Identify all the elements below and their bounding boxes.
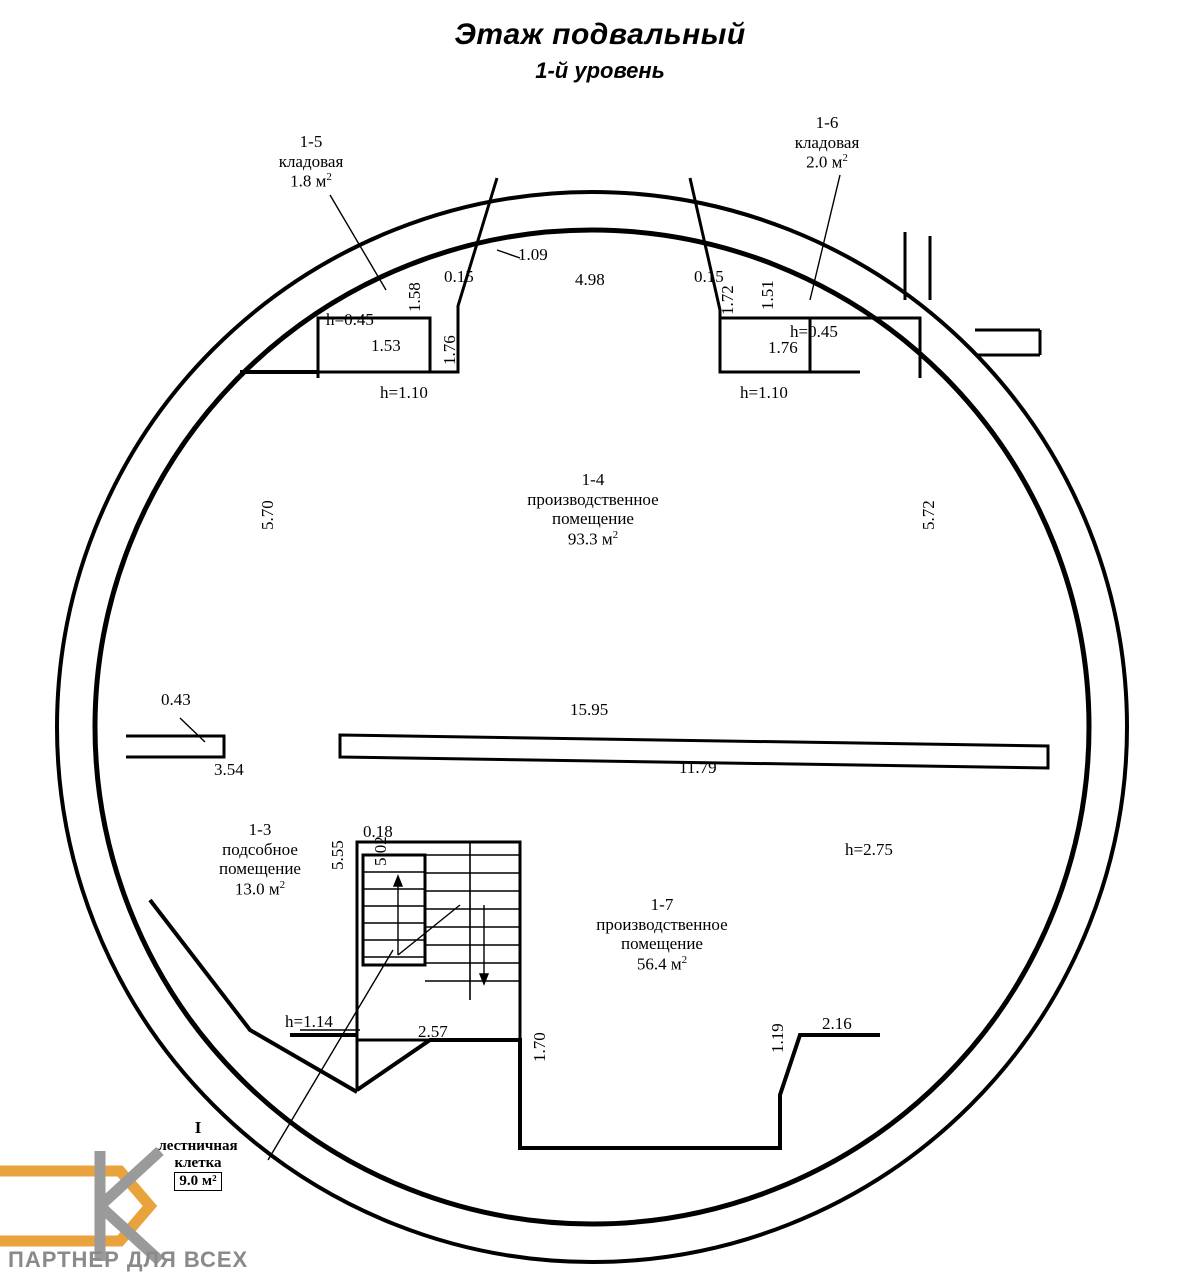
room-label-1-3 [190, 820, 330, 899]
room-area-1-3: 13.0 $м^2$ [234, 878, 286, 899]
leader-1-6 [810, 175, 840, 300]
room-label-1-4 [493, 470, 693, 549]
leader-stair [268, 950, 393, 1160]
room-code-1-4: 1-4 [581, 470, 605, 489]
page-title: Этаж подвальный [454, 18, 746, 51]
inner-wall-circle [95, 230, 1089, 1224]
room-label-1-5 [246, 132, 376, 191]
dim-1-70: 1.70 [530, 1032, 549, 1062]
dim-h-0-45-right: h=0.45 [790, 322, 838, 341]
outer-wall-circle [57, 192, 1127, 1262]
dim-0-18: 0.18 [363, 822, 393, 841]
room-name2-1-7: помещение [621, 934, 703, 954]
dim-5-55: 5.55 [328, 840, 347, 870]
dim-0-43: 0.43 [161, 690, 191, 709]
stair-name-line1: лестничная [158, 1137, 238, 1154]
dim-1-53: 1.53 [371, 336, 401, 355]
dim-5-70: 5.70 [258, 500, 277, 530]
dim-4-98: 4.98 [575, 270, 605, 289]
dim-3-54: 3.54 [214, 760, 244, 779]
stair-arrow-up-head [394, 876, 402, 886]
dim-h-2-75: h=2.75 [845, 840, 893, 859]
watermark-text: ПАРТНЕР ДЛЯ ВСЕХ [8, 1247, 249, 1272]
room-area-1-4: 93.3 $м^2$ [567, 528, 619, 549]
leader-0-43 [180, 718, 205, 742]
dim-1-19: 1.19 [768, 1023, 787, 1053]
dim-5-72: 5.72 [919, 500, 938, 530]
right-notch-1 [905, 232, 930, 300]
room-name-1-6: кладовая [794, 132, 860, 152]
dim-1-58: 1.58 [405, 282, 424, 312]
dim-h-0-45-left: h=0.45 [326, 310, 374, 329]
dim-5-02: 5.02 [371, 836, 390, 866]
leader-1-5 [330, 195, 386, 290]
dim-1-09: 1.09 [518, 245, 548, 264]
dim-1-72: 1.72 [718, 285, 737, 315]
dim-1-76-right: 1.76 [768, 338, 798, 357]
dim-h-1-14: h=1.14 [285, 1012, 333, 1031]
room-name-1-7: производственное [596, 914, 728, 934]
room-area-1-6: 2.0 $м^2$ [806, 152, 848, 172]
stair-area: 9.0 м² [118, 1172, 278, 1191]
stair-numeral: I [194, 1118, 202, 1137]
room-name-1-5: кладовая [278, 151, 344, 171]
room-area-1-5: 1.8 $м^2$ [290, 171, 332, 191]
room-label-1-6 [762, 113, 892, 172]
stair-name-line2: клетка [174, 1154, 222, 1171]
room-code-1-6: 1-6 [815, 113, 839, 132]
page-subtitle: 1-й уровень [535, 58, 665, 83]
leader-1-09 [497, 250, 520, 258]
room-name-1-3: подсобное [222, 839, 298, 859]
dim-1-76-left: 1.76 [440, 335, 459, 365]
dim-2-57: 2.57 [418, 1022, 448, 1041]
dim-h-1-10-left: h=1.10 [380, 383, 428, 402]
room-code-1-5: 1-5 [299, 132, 323, 151]
dim-0-15-left: 0.15 [444, 267, 474, 286]
dim-11-79: 11.79 [679, 758, 717, 777]
dim-1-51: 1.51 [758, 280, 777, 310]
room-code-1-3: 1-3 [248, 820, 272, 839]
room-area-1-7: 56.4 $м^2$ [636, 953, 688, 974]
room-name-1-4: производственное [527, 489, 659, 509]
dim-2-16: 2.16 [822, 1014, 852, 1033]
right-notch-2 [975, 330, 1040, 355]
dim-0-15-right: 0.15 [694, 267, 724, 286]
room-name2-1-3: помещение [219, 859, 301, 879]
stair-arrow-diag [398, 905, 460, 955]
dim-15-95: 15.95 [570, 700, 609, 719]
dim-h-1-10-right: h=1.10 [740, 383, 788, 402]
lower-room-walls [290, 1035, 880, 1148]
left-notch-wall [126, 736, 224, 757]
room-code-1-7: 1-7 [650, 895, 674, 914]
stair-arrow-down-head [480, 974, 488, 984]
room-name2-1-4: помещение [552, 509, 634, 529]
room-label-1-7 [562, 895, 762, 974]
